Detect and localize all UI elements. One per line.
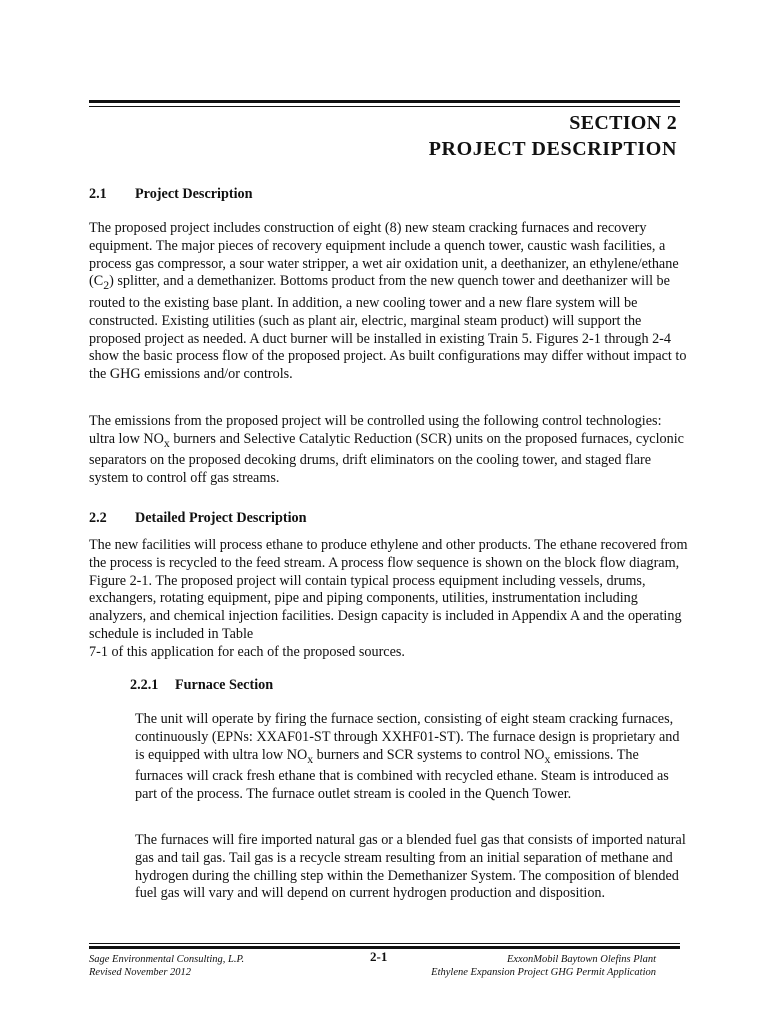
paragraph-project-description: [89, 220, 689, 384]
subscript: x: [544, 751, 551, 766]
section-label: SECTION 2: [569, 112, 677, 134]
heading-text: Detailed Project Description: [135, 510, 307, 526]
text-run: The emissions from the proposed project will be controlled using the following control technologies: ultra low NO: [89, 413, 662, 447]
heading-2-1: [89, 186, 253, 203]
heading-text: Furnace Section: [175, 677, 274, 693]
header-rule-thick: [89, 100, 680, 103]
header-rule-thin: [89, 106, 680, 107]
text-run: The new facilities will process ethane to produce ethylene and other products. The ethane recovered from the process is recycled to the feed stream. A process flow sequence is shown on the block flow diagram, Figure 2-1. The proposed project will contain typical process equipment including vessels, drums, exchangers, rotating equipment, pipe and piping components, utilities, instrumentation including analyzers, and chemical injection facilities. Design capacity is included in Appendix A and the operating schedule is included in Table: [89, 537, 688, 642]
paragraph-emissions-controls: [89, 413, 689, 488]
footer-revision: Revised November 2012: [89, 967, 192, 978]
page-number: 2-1: [370, 949, 388, 964]
text-run: emissions. The furnaces will crack fresh ethane that is combined with recycled ethane. Steam is introduced as part of the process. The furnace outlet stream is cooled in the Quench Tower.: [135, 746, 669, 803]
heading-2-2: [89, 510, 307, 527]
footer-rule-thin: [89, 943, 680, 944]
heading-number: 2.2.1: [130, 677, 159, 693]
paragraph-detailed-description: [89, 537, 689, 662]
footer-plant: ExxonMobil Baytown Olefins Plant: [506, 954, 656, 965]
text-run: The unit will operate by firing the furnace section, consisting of eight steam cracking furnaces, continuously (EPNs: XXAF01-ST through XXHF01-ST). The furnace design is proprietary and is equipped with ultra low NO: [135, 711, 680, 763]
paragraph-furnace-fuel: The furnaces will fire imported natural gas or a blended fuel gas that consists of imported natural gas and tail gas. Tail gas is a recycle stream resulting from an initial separation of methane and hydrogen during the chilling step within the Demethanizer System. The composition of blended fuel gas will vary and will depend on current hydrogen production and disposition.: [135, 832, 686, 902]
subscript: x: [307, 751, 314, 766]
text-run: burners and SCR systems to control NO: [313, 746, 545, 763]
heading-2-2-1: [130, 677, 273, 694]
footer-right: [431, 953, 656, 979]
subscript: x: [163, 435, 170, 450]
footer-left: [89, 953, 244, 979]
text-run: ) splitter, and a demethanizer. Bottoms product from the new quench tower and deethanizer will be routed to the existing base plant. In addition, a new cooling tower and a new flare system will be constructed. Existing utilities (such as plant air, electric, marginal steam product) will support the proposed project as needed. A duct burner will be installed in existing Train 5. Figures 2-1 through 2-4 show the basic process flow of the proposed project. As built configurations may differ without impact to the GHG emissions and/or controls.: [89, 273, 687, 383]
footer-company: Sage Environmental Consulting, L.P.: [89, 954, 245, 965]
heading-number: 2.1: [89, 186, 107, 202]
text-run: The proposed project includes construction of eight (8) new steam cracking furnaces and recovery equipment. The major pieces of recovery equipment include a quench tower, caustic wash facilities, a process gas compressor, a sour water stripper, a wet air oxidation unit, a deethanizer, an ethylene/ethane (C: [89, 220, 679, 290]
paragraph-furnace-operation: [135, 711, 690, 804]
heading-text: Project Description: [135, 186, 253, 202]
section-title: PROJECT DESCRIPTION: [428, 138, 677, 160]
heading-number: 2.2: [89, 510, 107, 526]
text-run: burners and Selective Catalytic Reduction (SCR) units on the proposed furnaces, cyclonic separators on the proposed decoking drums, drift eliminators on the cooling tower, and staged flare system to control off gas streams.: [89, 430, 684, 487]
subscript: 2: [103, 278, 110, 293]
text-run: 7-1 of this application for each of the proposed sources.: [89, 643, 405, 660]
footer-project: Ethylene Expansion Project GHG Permit Application: [431, 967, 656, 978]
